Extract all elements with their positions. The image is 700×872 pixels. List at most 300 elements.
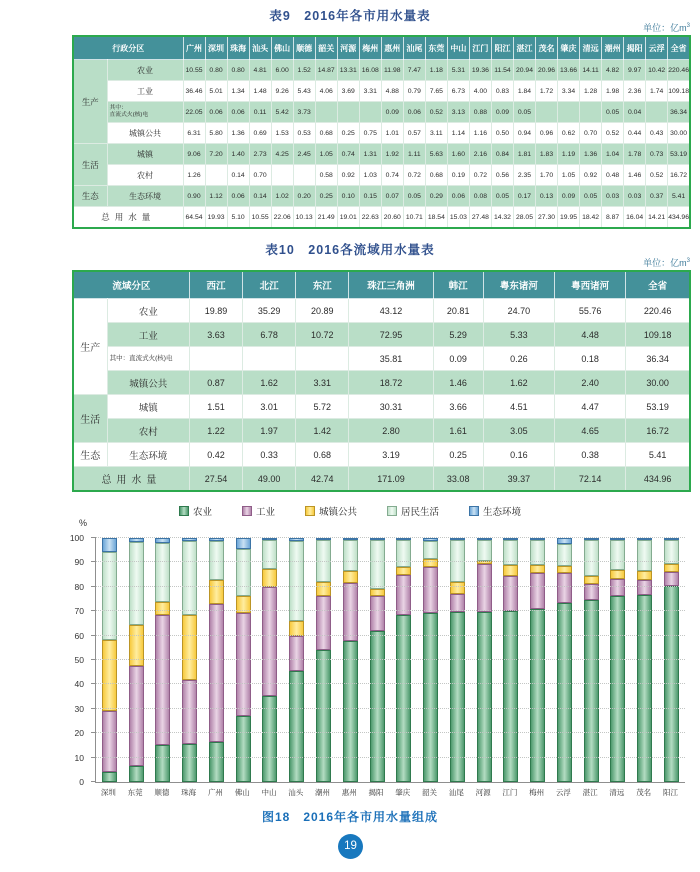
value-cell: 36.34 xyxy=(626,347,690,371)
segment-urban-public xyxy=(637,571,652,580)
segment-agriculture xyxy=(236,716,251,782)
value-cell: 3.66 xyxy=(433,395,483,419)
value-cell: 27.54 xyxy=(189,467,242,492)
y-tick-label: 0 xyxy=(79,777,84,787)
segment-industry xyxy=(236,613,251,715)
value-cell: 0.92 xyxy=(337,165,359,186)
value-cell: 1.42 xyxy=(296,419,349,443)
value-cell xyxy=(337,102,359,123)
segment-agriculture xyxy=(182,744,197,782)
value-cell: 1.74 xyxy=(646,81,668,102)
value-cell: 0.05 xyxy=(513,102,535,123)
value-cell: 3.01 xyxy=(243,395,296,419)
value-cell: 55.76 xyxy=(554,299,625,323)
value-cell: 1.60 xyxy=(447,144,469,165)
value-cell: 0.38 xyxy=(554,443,625,467)
value-cell: 4.25 xyxy=(271,144,293,165)
bar-7 xyxy=(262,538,277,782)
value-cell: 5.43 xyxy=(293,81,315,102)
value-cell: 4.88 xyxy=(381,81,403,102)
value-cell: 3.19 xyxy=(349,443,433,467)
value-cell: 16.72 xyxy=(668,165,690,186)
segment-industry xyxy=(477,564,492,611)
column-header: 粤东诸河 xyxy=(483,271,554,299)
value-cell: 2.45 xyxy=(293,144,315,165)
value-cell xyxy=(189,347,242,371)
segment-agriculture xyxy=(155,745,170,782)
row-label: 生态环境 xyxy=(107,443,189,467)
column-header: 韶关 xyxy=(315,36,337,60)
value-cell: 72.14 xyxy=(554,467,625,492)
legend-item-industry xyxy=(242,504,275,518)
table-body xyxy=(73,60,690,229)
x-axis-label: 茂名 xyxy=(636,788,652,797)
value-cell: 1.14 xyxy=(447,123,469,144)
value-cell: 0.20 xyxy=(293,186,315,207)
group-label: 生活 xyxy=(73,395,107,443)
x-axis-label: 顺德 xyxy=(154,788,170,797)
value-cell: 14.21 xyxy=(646,207,668,229)
value-cell: 1.02 xyxy=(271,186,293,207)
column-header: 广州 xyxy=(183,36,205,60)
value-cell: 1.04 xyxy=(602,144,624,165)
value-cell: 1.34 xyxy=(227,81,249,102)
residential-legend-swatch xyxy=(387,506,397,516)
y-axis xyxy=(38,533,90,787)
value-cell: 19.93 xyxy=(205,207,227,229)
y-tick xyxy=(91,708,96,709)
value-cell xyxy=(296,347,349,371)
group-label: 生活 xyxy=(73,144,107,186)
value-cell: 24.70 xyxy=(483,299,554,323)
segment-residential xyxy=(664,540,679,564)
segment-urban-public xyxy=(262,569,277,587)
table-row xyxy=(73,371,690,395)
value-cell: 0.79 xyxy=(403,81,425,102)
value-cell: 5.63 xyxy=(425,144,447,165)
segment-agriculture xyxy=(102,772,117,782)
value-cell: 33.08 xyxy=(433,467,483,492)
value-cell: 0.69 xyxy=(249,123,271,144)
segment-residential xyxy=(102,552,117,640)
legend-label: 工业 xyxy=(255,507,275,518)
table-row xyxy=(73,299,690,323)
bar-4 xyxy=(182,538,197,782)
y-tick-label: 20 xyxy=(74,728,84,739)
ecology-legend-swatch xyxy=(469,506,479,516)
value-cell xyxy=(646,102,668,123)
row-label: 城镇 xyxy=(107,144,183,165)
segment-urban-public xyxy=(503,565,518,575)
value-cell: 0.43 xyxy=(646,123,668,144)
value-cell: 64.54 xyxy=(183,207,205,229)
bar-10 xyxy=(343,538,358,782)
value-cell: 9.26 xyxy=(271,81,293,102)
table-row xyxy=(73,102,690,123)
segment-industry xyxy=(557,573,572,603)
row-label: 其中：直流式火(核)电 xyxy=(107,347,189,371)
value-cell: 42.74 xyxy=(296,467,349,492)
y-tick xyxy=(91,537,96,538)
segment-industry xyxy=(610,579,625,596)
value-cell: 0.83 xyxy=(491,81,513,102)
header-row xyxy=(73,36,690,60)
bar-22 xyxy=(664,538,679,782)
segment-agriculture xyxy=(316,650,331,782)
value-cell: 1.12 xyxy=(205,186,227,207)
x-axis-label: 汕尾 xyxy=(448,788,464,797)
value-cell: 72.95 xyxy=(349,323,433,347)
value-cell: 0.07 xyxy=(381,186,403,207)
value-cell: 0.04 xyxy=(624,102,646,123)
chart-legend xyxy=(0,504,700,518)
value-cell: 35.29 xyxy=(243,299,296,323)
value-cell: 20.96 xyxy=(536,60,558,81)
value-cell: 4.51 xyxy=(483,395,554,419)
segment-urban-public xyxy=(664,564,679,573)
value-cell: 30.31 xyxy=(349,395,433,419)
value-cell: 3.05 xyxy=(483,419,554,443)
x-axis-label: 佛山 xyxy=(234,788,250,797)
value-cell: 1.46 xyxy=(624,165,646,186)
header-row xyxy=(73,271,690,299)
group-label: 生态 xyxy=(73,186,107,207)
value-cell: 1.11 xyxy=(403,144,425,165)
page-number: 19 xyxy=(338,834,363,859)
stacked-bar-plot xyxy=(95,538,685,783)
value-cell: 1.52 xyxy=(293,60,315,81)
value-cell: 19.01 xyxy=(337,207,359,229)
value-cell: 11.98 xyxy=(381,60,403,81)
y-tick-label: 70 xyxy=(74,606,84,617)
table-row xyxy=(73,144,690,165)
value-cell: 22.63 xyxy=(359,207,381,229)
value-cell: 9.97 xyxy=(624,60,646,81)
value-cell: 1.92 xyxy=(381,144,403,165)
value-cell: 28.05 xyxy=(513,207,535,229)
x-axis-label: 韶关 xyxy=(422,788,438,797)
value-cell: 1.62 xyxy=(483,371,554,395)
bar-9 xyxy=(316,538,331,782)
segment-industry xyxy=(129,666,144,767)
group-label: 生态 xyxy=(73,443,107,467)
segment-industry xyxy=(530,573,545,609)
x-axis-label: 深圳 xyxy=(100,788,116,797)
value-cell: 6.31 xyxy=(183,123,205,144)
value-cell: 0.57 xyxy=(403,123,425,144)
bar-21 xyxy=(637,538,652,782)
value-cell: 7.20 xyxy=(205,144,227,165)
value-cell: 0.80 xyxy=(227,60,249,81)
segment-ecology xyxy=(236,538,251,549)
value-cell: 0.92 xyxy=(580,165,602,186)
y-tick xyxy=(91,635,96,636)
segment-industry xyxy=(343,583,358,641)
y-tick xyxy=(91,561,96,562)
table-header xyxy=(73,271,690,299)
column-header: 东莞 xyxy=(425,36,447,60)
gridline xyxy=(96,586,685,587)
table-row xyxy=(73,443,690,467)
value-cell: 36.34 xyxy=(668,102,690,123)
segment-urban-public xyxy=(584,576,599,584)
row-label: 农村 xyxy=(107,419,189,443)
value-cell xyxy=(536,102,558,123)
value-cell: 0.11 xyxy=(249,102,271,123)
value-cell: 1.22 xyxy=(189,419,242,443)
value-cell: 0.84 xyxy=(491,144,513,165)
table-row xyxy=(73,347,690,371)
column-header: 清远 xyxy=(580,36,602,60)
segment-residential xyxy=(343,540,358,571)
value-cell: 20.60 xyxy=(381,207,403,229)
value-cell: 0.88 xyxy=(469,102,491,123)
value-cell: 0.68 xyxy=(315,123,337,144)
value-cell: 10.42 xyxy=(646,60,668,81)
value-cell: 434.96 xyxy=(626,467,690,492)
table10-title: 表10 2016各流域用水量表 xyxy=(265,243,435,257)
segment-agriculture xyxy=(129,766,144,782)
table-row xyxy=(73,395,690,419)
column-header: 汕尾 xyxy=(403,36,425,60)
segment-urban-public xyxy=(610,570,625,579)
column-header: 珠海 xyxy=(227,36,249,60)
value-cell: 1.84 xyxy=(513,81,535,102)
value-cell: 3.11 xyxy=(425,123,447,144)
value-cell: 7.47 xyxy=(403,60,425,81)
value-cell: 2.73 xyxy=(249,144,271,165)
y-tick-label: 90 xyxy=(74,557,84,568)
value-cell: 1.70 xyxy=(536,165,558,186)
value-cell: 20.94 xyxy=(513,60,535,81)
gridline xyxy=(96,757,685,758)
value-cell: 10.55 xyxy=(249,207,271,229)
value-cell: 5.10 xyxy=(227,207,249,229)
value-cell: 1.03 xyxy=(359,165,381,186)
x-axis-labels xyxy=(95,787,684,798)
segment-residential xyxy=(396,540,411,567)
x-axis-label: 中山 xyxy=(261,788,277,797)
row-label: 农业 xyxy=(107,299,189,323)
y-tick xyxy=(91,781,96,782)
segment-agriculture xyxy=(557,603,572,782)
column-header: 全省 xyxy=(668,36,690,60)
segment-industry xyxy=(637,580,652,595)
value-cell: 3.31 xyxy=(359,81,381,102)
column-header: 云浮 xyxy=(646,36,668,60)
segment-residential xyxy=(129,542,144,625)
y-axis-unit-label: % xyxy=(79,518,88,528)
bar-6 xyxy=(236,538,251,782)
value-cell: 0.26 xyxy=(483,347,554,371)
legend-label: 居民生活 xyxy=(401,507,440,518)
bar-11 xyxy=(370,538,385,782)
value-cell: 1.53 xyxy=(271,123,293,144)
segment-residential xyxy=(477,540,492,561)
value-cell: 0.06 xyxy=(447,186,469,207)
value-cell: 3.63 xyxy=(189,323,242,347)
value-cell: 0.72 xyxy=(469,165,491,186)
value-cell: 19.89 xyxy=(189,299,242,323)
value-cell: 4.82 xyxy=(602,60,624,81)
y-tick xyxy=(91,732,96,733)
value-cell: 0.09 xyxy=(381,102,403,123)
column-header: 茂名 xyxy=(536,36,558,60)
value-cell: 0.96 xyxy=(536,123,558,144)
value-cell: 5.42 xyxy=(271,102,293,123)
group-label: 生产 xyxy=(73,60,107,144)
column-header: 汕头 xyxy=(249,36,271,60)
value-cell: 0.68 xyxy=(296,443,349,467)
value-cell: 22.06 xyxy=(271,207,293,229)
column-header: 惠州 xyxy=(381,36,403,60)
segment-residential xyxy=(370,540,385,589)
figure-caption: 图18 2016年各市用水量组成 xyxy=(261,810,439,824)
urban-public-legend-swatch xyxy=(305,506,315,516)
segment-industry xyxy=(102,711,117,772)
value-cell: 1.61 xyxy=(433,419,483,443)
value-cell xyxy=(243,347,296,371)
y-tick xyxy=(91,586,96,587)
segment-ecology xyxy=(102,538,117,552)
y-tick-label: 80 xyxy=(74,581,84,592)
value-cell: 0.13 xyxy=(536,186,558,207)
segment-residential xyxy=(236,549,251,596)
value-cell: 0.73 xyxy=(646,144,668,165)
value-cell: 21.49 xyxy=(315,207,337,229)
value-cell: 2.35 xyxy=(513,165,535,186)
x-axis-label: 河源 xyxy=(475,788,491,797)
value-cell: 0.19 xyxy=(447,165,469,186)
bar-19 xyxy=(584,538,599,782)
value-cell: 1.26 xyxy=(183,165,205,186)
segment-urban-public xyxy=(530,565,545,573)
corner-header: 行政分区 xyxy=(73,36,183,60)
value-cell: 10.72 xyxy=(296,323,349,347)
table9-city-water-use xyxy=(72,35,691,229)
value-cell: 1.19 xyxy=(558,144,580,165)
column-header: 阳江 xyxy=(491,36,513,60)
segment-urban-public xyxy=(343,571,358,583)
value-cell: 109.18 xyxy=(626,323,690,347)
legend-item-residential xyxy=(387,504,439,518)
segment-agriculture xyxy=(584,600,599,782)
value-cell: 7.65 xyxy=(425,81,447,102)
value-cell: 35.81 xyxy=(349,347,433,371)
value-cell: 0.17 xyxy=(513,186,535,207)
value-cell xyxy=(293,165,315,186)
value-cell: 18.72 xyxy=(349,371,433,395)
segment-agriculture xyxy=(637,595,652,782)
column-header: 东江 xyxy=(296,271,349,299)
table-row xyxy=(73,165,690,186)
segment-agriculture xyxy=(209,742,224,782)
value-cell: 0.44 xyxy=(624,123,646,144)
y-tick-label: 30 xyxy=(74,703,84,714)
value-cell: 0.70 xyxy=(249,165,271,186)
value-cell: 5.80 xyxy=(205,123,227,144)
value-cell: 0.94 xyxy=(513,123,535,144)
legend-item-urban-public xyxy=(305,504,357,518)
value-cell: 5.41 xyxy=(626,443,690,467)
value-cell: 0.42 xyxy=(189,443,242,467)
value-cell: 220.46 xyxy=(668,60,690,81)
value-cell: 0.29 xyxy=(425,186,447,207)
segment-residential xyxy=(182,541,197,615)
x-axis-label: 云浮 xyxy=(555,788,571,797)
value-cell: 171.09 xyxy=(349,467,433,492)
value-cell: 1.81 xyxy=(513,144,535,165)
table-row xyxy=(73,207,690,229)
segment-industry xyxy=(370,596,385,632)
row-label: 城镇公共 xyxy=(107,371,189,395)
table9-unit: 单位：亿$m^3$ xyxy=(643,23,690,33)
bar-15 xyxy=(477,538,492,782)
value-cell: 0.74 xyxy=(381,165,403,186)
value-cell: 53.19 xyxy=(626,395,690,419)
value-cell: 0.16 xyxy=(483,443,554,467)
segment-residential xyxy=(155,543,170,602)
value-cell: 19.95 xyxy=(558,207,580,229)
segment-urban-public xyxy=(209,580,224,604)
value-cell: 30.00 xyxy=(668,123,690,144)
bar-3 xyxy=(155,538,170,782)
segment-residential xyxy=(637,540,652,571)
value-cell: 53.19 xyxy=(668,144,690,165)
segment-urban-public xyxy=(396,567,411,575)
value-cell: 3.73 xyxy=(293,102,315,123)
bar-5 xyxy=(209,538,224,782)
y-tick-label: 50 xyxy=(74,655,84,665)
x-axis-label: 潮州 xyxy=(315,788,330,797)
row-label: 工业 xyxy=(107,323,189,347)
x-axis-label: 揭阳 xyxy=(368,788,384,797)
segment-industry xyxy=(289,636,304,670)
value-cell: 0.52 xyxy=(602,123,624,144)
value-cell: 0.05 xyxy=(491,186,513,207)
segment-industry xyxy=(316,596,331,650)
value-cell: 3.31 xyxy=(296,371,349,395)
value-cell: 0.05 xyxy=(580,186,602,207)
value-cell: 0.18 xyxy=(554,347,625,371)
segment-urban-public xyxy=(182,615,197,680)
row-label: 农业 xyxy=(107,60,183,81)
segment-agriculture xyxy=(343,641,358,782)
value-cell: 14.32 xyxy=(491,207,513,229)
value-cell: 0.25 xyxy=(315,186,337,207)
table9-title: 表9 2016年各市用水量表 xyxy=(269,9,431,23)
value-cell: 0.06 xyxy=(227,102,249,123)
table-row xyxy=(73,186,690,207)
bar-12 xyxy=(396,538,411,782)
value-cell: 0.90 xyxy=(183,186,205,207)
legend-label: 生态环境 xyxy=(483,507,522,518)
segment-industry xyxy=(664,572,679,586)
value-cell: 0.56 xyxy=(491,165,513,186)
table10-unit: 单位：亿$m^3$ xyxy=(643,258,690,268)
value-cell: 1.31 xyxy=(359,144,381,165)
gridline xyxy=(96,708,685,709)
value-cell: 16.04 xyxy=(624,207,646,229)
value-cell: 0.06 xyxy=(205,102,227,123)
value-cell: 8.87 xyxy=(602,207,624,229)
gridline xyxy=(96,610,685,611)
column-header: 湛江 xyxy=(513,36,535,60)
value-cell: 0.14 xyxy=(249,186,271,207)
segment-residential xyxy=(584,540,599,576)
value-cell: 0.58 xyxy=(315,165,337,186)
value-cell: 0.09 xyxy=(433,347,483,371)
